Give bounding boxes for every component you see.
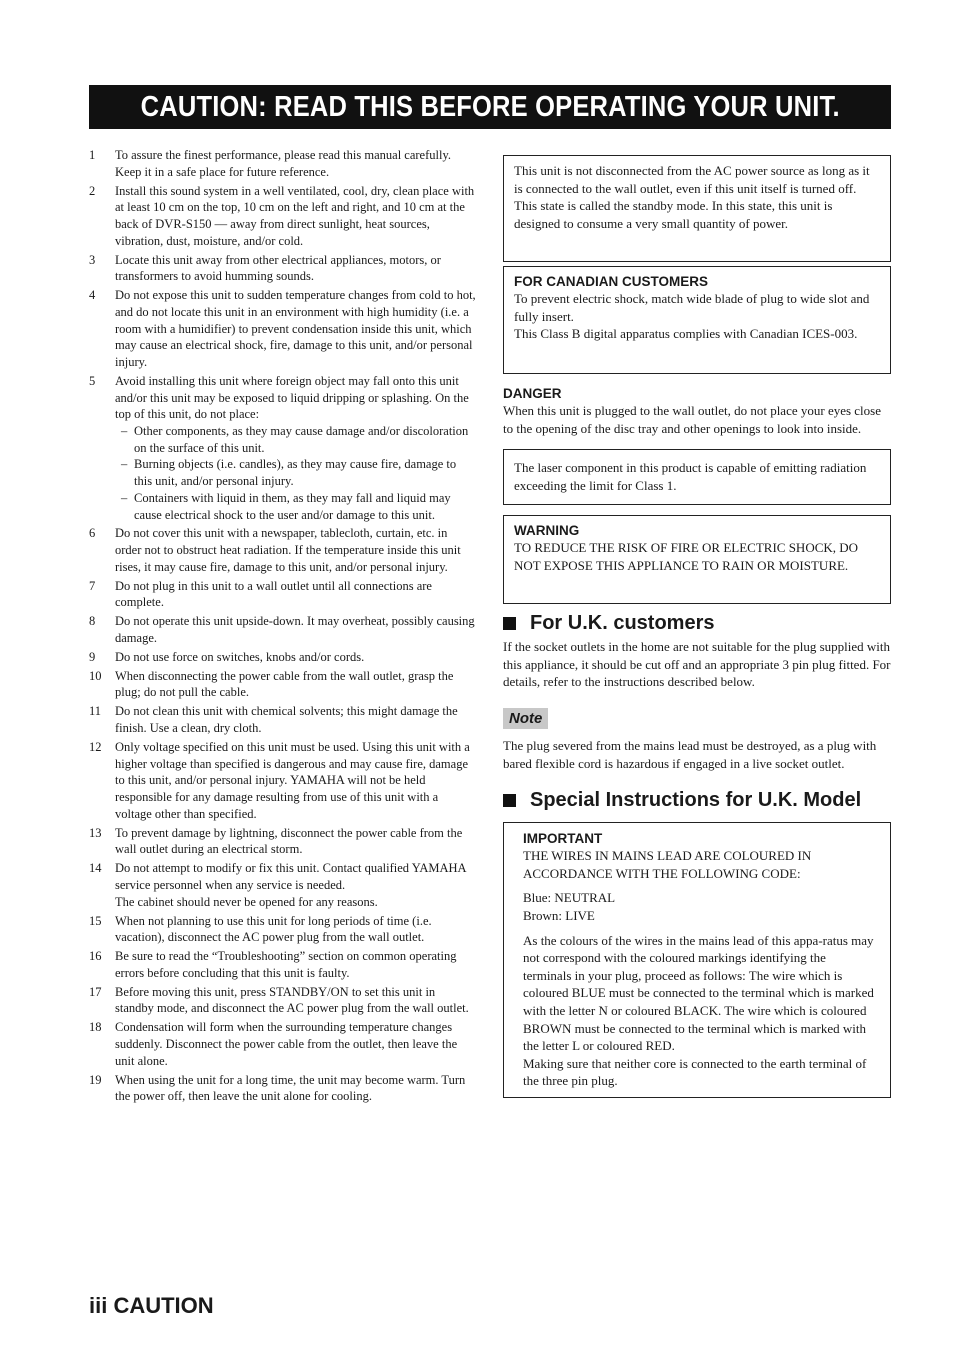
square-bullet-icon: [503, 617, 516, 630]
item-text: Do not clean this unit with chemical solvents; this might damage the finish. Use a clean, dry cloth.: [115, 704, 458, 736]
square-bullet-icon: [503, 794, 516, 807]
item-text: Be sure to read the “Troubleshooting” section on common operating errors before concluding that this unit is faulty.: [115, 949, 457, 980]
item-text: Before moving this unit, press STANDBY/ON to set this unit in standby mode, and disconnect the AC power plug from the wall outlet.: [115, 984, 469, 1016]
right-column: [503, 155, 891, 1098]
important-body: As the colours of the wires in the mains lead of this appa-ratus may not correspond with the coloured markings identifying the terminals in your plug, proceed as follows: The wire which is coloured BLUE must be connected to the terminal which is marked with the letter N or coloured BLACK. The wire which is coloured BROWN must be connected to the terminal which is marked with the letter L or coloured RED.: [523, 932, 874, 1054]
item-text: Install this sound system in a well ventilated, cool, dry, clean place with at least 10 cm on the top, 10 cm on the left and right, and 10 cm at the back of DVR-S150 — away from direct sunlight, heat sources, vibration, dust, moisture, and/or cold.: [115, 183, 475, 248]
item-text: Do not expose this unit to sudden temperature changes from cold to hot, and do not locate this unit in an environment with high humidity (i.e. a room with a humidifier) to prevent condensation inside this unit, which may cause an electrical shock, fire, damage to this unit, and/or personal injury.: [115, 288, 476, 369]
standby-text: This unit is not disconnected from the AC power source as long as it is connected to the wall outlet, even if this unit itself is turned off. This state is called the standby mode. In this state, this unit is designed to consume a very small quantity of power.: [514, 163, 870, 231]
list-item: [89, 183, 476, 250]
item-number: 6: [89, 526, 96, 541]
dash: –: [121, 490, 128, 505]
important-heading: IMPORTANT: [523, 831, 603, 847]
item-text: When not planning to use this unit for long periods of time (i.e. vacation), disconnect the AC power plug from the wall outlet.: [115, 913, 432, 945]
list-item: [89, 287, 476, 371]
list-item: [89, 668, 476, 701]
dash: –: [121, 457, 128, 472]
item-text: Do not use force on switches, knobs and/or cords.: [115, 649, 365, 664]
uk-customers-title: [503, 611, 891, 635]
canadian-customers-box: [503, 266, 891, 374]
item-number: 19: [89, 1072, 102, 1087]
danger-section: [503, 385, 891, 437]
item-number: 4: [89, 288, 96, 303]
important-final: Making sure that neither core is connected to the earth terminal of the three pin plug.: [523, 1055, 867, 1089]
item-number: 13: [89, 825, 102, 840]
canadian-text: To prevent electric shock, match wide blade of plug to wide slot and fully insert.: [514, 291, 870, 324]
special-instructions-title: [503, 788, 891, 812]
note-label: Note: [503, 708, 548, 729]
item-body: [115, 860, 476, 910]
list-item: [89, 860, 476, 910]
dash: –: [121, 424, 128, 438]
item-number: 11: [89, 704, 102, 719]
banner-title: CAUTION: READ THIS BEFORE OPERATING YOUR UNIT.: [140, 90, 840, 123]
item-number: 7: [89, 578, 96, 593]
standby-notice-box: [503, 155, 891, 262]
item-text: To assure the finest performance, please read this manual carefully. Keep it in a safe place for future reference.: [115, 148, 452, 179]
list-item: [89, 649, 476, 666]
item-body: [115, 373, 476, 523]
item-number: 3: [89, 252, 96, 267]
wire-brown: Brown: LIVE: [523, 907, 595, 923]
item-number: 8: [89, 614, 96, 629]
item-number: 10: [89, 668, 102, 683]
laser-notice-box: [503, 449, 891, 505]
sub-item: [115, 423, 476, 456]
item-number: 9: [89, 649, 96, 664]
danger-heading: DANGER: [503, 386, 562, 401]
item-number: 16: [89, 949, 102, 964]
sub-item-text: Containers with liquid in them, as they may fall and liquid may cause electrical shock to the user and/or damage to this unit.: [134, 490, 451, 522]
item-number: 5: [89, 373, 96, 388]
item-text: When using the unit for a long time, the unit may become warm. Turn the power off, then leave the unit alone for cooling.: [115, 1072, 466, 1104]
important-box: [503, 822, 891, 1098]
item-text: Do not attempt to modify or fix this unit. Contact qualified YAMAHA service personnel when any service is needed.: [115, 861, 466, 892]
list-item: [89, 147, 476, 180]
list-item: [89, 825, 476, 858]
note-text: The plug severed from the mains lead must be destroyed, as a plug with bared flexible cord is hazardous if engaged in a live socket outlet.: [503, 737, 877, 771]
warning-text: TO REDUCE THE RISK OF FIRE OR ELECTRIC SHOCK, DO NOT EXPOSE THIS APPLIANCE TO RAIN OR MOISTURE.: [514, 540, 859, 573]
list-item: [89, 984, 476, 1017]
item-text: To prevent damage by lightning, disconnect the power cable from the wall outlet during an electrical storm.: [115, 825, 463, 857]
caution-list: [89, 147, 476, 1107]
sub-item-text: Burning objects (i.e. candles), as they may cause fire, damage to this unit, and/or personal injury.: [134, 457, 457, 489]
wire-blue: Blue: NEUTRAL: [523, 890, 616, 906]
list-item: [89, 703, 476, 736]
item-text: Do not cover this unit with a newspaper, tablecloth, curtain, etc. in order not to obstruct heat radiation. If the temperature inside this unit rises, it may cause fire, damage to this unit, and/or personal injury.: [115, 526, 461, 574]
item-number: 2: [89, 183, 96, 198]
warning-box: [503, 515, 891, 604]
warning-heading: WARNING: [514, 523, 580, 539]
important-intro: THE WIRES IN MAINS LEAD ARE COLOURED IN ACCORDANCE WITH THE FOLLOWING CODE:: [523, 848, 812, 881]
list-item: [89, 948, 476, 981]
item-number: 15: [89, 913, 102, 928]
list-item: [89, 613, 476, 646]
item-number: 1: [89, 148, 96, 162]
list-item: [89, 578, 476, 611]
sub-item-text: Other components, as they may cause damage and/or discoloration on the surface of this unit.: [134, 424, 469, 455]
page-banner: [89, 85, 891, 129]
list-item: [89, 1072, 476, 1105]
note-label-wrap: [503, 708, 891, 729]
list-item: [89, 1019, 476, 1069]
canadian-heading: FOR CANADIAN CUSTOMERS: [514, 274, 709, 289]
laser-text: The laser component in this product is capable of emitting radiation exceeding the limit for Class 1.: [514, 460, 867, 493]
sub-item: [115, 456, 476, 489]
danger-text: When this unit is plugged to the wall outlet, do not place your eyes close to the opening of the disc tray and other openings to look into inside.: [503, 403, 882, 436]
item-number: 14: [89, 861, 102, 876]
uk-customers-text: If the socket outlets in the home are not suitable for the plug supplied with this appliance, it should be cut off and an appropriate 3 pin plug fitted. For details, refer to the instructions described below.: [503, 639, 891, 690]
item-text: When disconnecting the power cable from the wall outlet, grasp the plug; do not pull the cable.: [115, 668, 454, 700]
item-text: Do not operate this unit upside-down. It may overheat, possibly causing damage.: [115, 614, 475, 645]
item-number: 12: [89, 739, 102, 754]
item-text: Do not plug in this unit to a wall outlet until all connections are complete.: [115, 578, 432, 610]
list-item: [89, 252, 476, 285]
canadian-text-2: This Class B digital apparatus complies with Canadian ICES-003.: [514, 326, 858, 342]
sub-item: [115, 490, 476, 523]
page-footer: iii CAUTION: [89, 1293, 214, 1318]
list-item: [89, 913, 476, 946]
item-number: 18: [89, 1020, 102, 1035]
list-item: [89, 739, 476, 823]
item-number: 17: [89, 984, 102, 999]
list-item: [89, 373, 476, 523]
item-text: Only voltage specified on this unit must be used. Using this unit with a higher voltage than specified is dangerous and may cause fire, damage to this unit, and/or personal injury. YAMAHA will not be held responsible for any damage resulting from use of this unit with a voltage other than specified.: [115, 739, 470, 821]
item-text: Condensation will form when the surrounding temperature changes suddenly. Disconnect the power cable from the outlet, then leave the unit alone.: [115, 1020, 458, 1068]
list-item: [89, 525, 476, 575]
special-instructions-title-text: Special Instructions for U.K. Model: [530, 789, 862, 812]
uk-customers-title-text: For U.K. customers: [530, 612, 715, 635]
item-text: Locate this unit away from other electrical appliances, motors, or transformers to avoid humming sounds.: [115, 252, 441, 284]
item-text-extra: The cabinet should never be opened for any reasons.: [115, 894, 378, 909]
item-text: Avoid installing this unit where foreign object may fall onto this unit and/or this unit may be exposed to liquid dripping or splashing. On the top of this unit, do not place:: [115, 373, 469, 422]
